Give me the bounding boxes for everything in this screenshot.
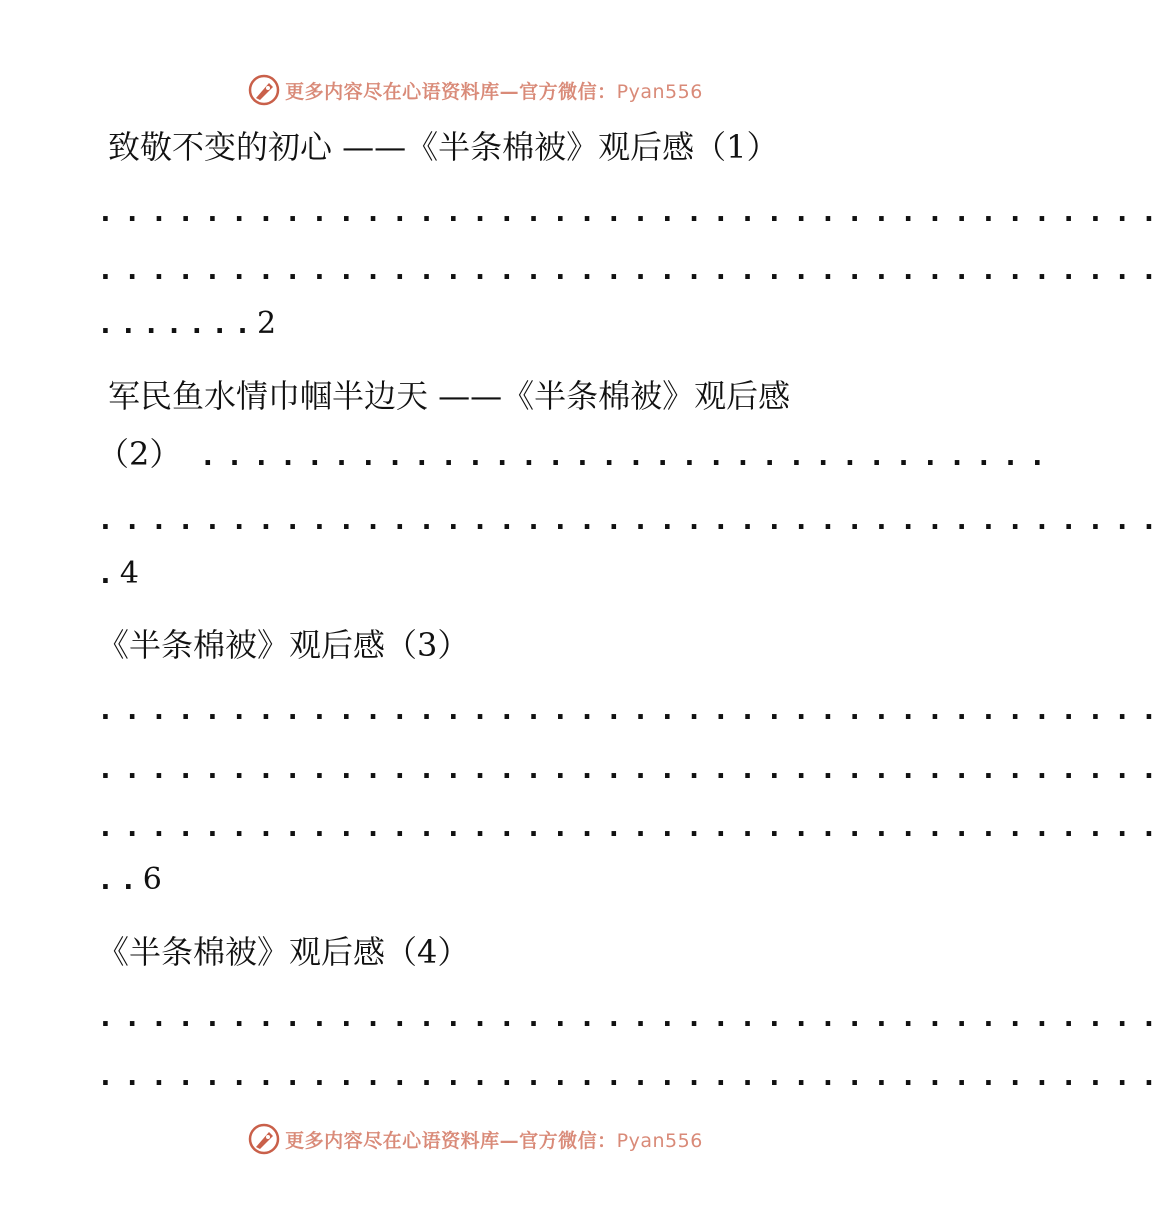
toc-leader-dots: ........................................ xyxy=(97,752,1167,785)
toc-entry-title[interactable]: 《半条棉被》观后感（4） xyxy=(97,933,470,971)
toc-leader-dots: ........................................ xyxy=(97,1059,1167,1092)
banner-text: 更多内容尽在心语资料库—官方微信：Pyan556 xyxy=(285,1129,703,1152)
toc-leader-dots: ................................ xyxy=(199,439,1056,472)
toc-page-number[interactable]: 2 xyxy=(257,306,277,341)
toc-leader-dots: ........................................ xyxy=(97,503,1167,536)
toc-entry-tail xyxy=(97,552,842,594)
banner-text: 更多内容尽在心语资料库—官方微信：Pyan556 xyxy=(285,80,703,103)
toc-leader-dots: ........................................ xyxy=(97,253,1167,286)
toc-leader-dots: ........................................ xyxy=(97,1000,1167,1033)
toc-leader-dots: ....... xyxy=(97,307,258,340)
banner-wechat-id: Pyan556 xyxy=(616,80,703,103)
toc-leader-dots: .. xyxy=(97,863,143,896)
footer-banner xyxy=(0,1119,950,1159)
pen-logo-icon xyxy=(247,73,281,107)
toc-entry-title-cont[interactable]: （2） xyxy=(97,435,182,473)
toc-leader-dots: ........................................ xyxy=(97,693,1167,726)
toc-entry-title[interactable]: 致敬不变的初心 ——《半条棉被》观后感（1） xyxy=(108,128,779,166)
toc-leader-dots: . xyxy=(97,557,120,590)
toc-entry-continuation xyxy=(97,434,1056,476)
toc-page-number[interactable]: 4 xyxy=(119,556,139,591)
banner-wechat-id: Pyan556 xyxy=(616,1129,703,1152)
toc-entry-title[interactable]: 《半条棉被》观后感（3） xyxy=(97,626,470,664)
pen-logo-icon xyxy=(247,1122,281,1156)
toc-page-number[interactable]: 6 xyxy=(142,862,162,897)
toc-entry-title[interactable]: 军民鱼水情巾帼半边天 ——《半条棉被》观后感 xyxy=(108,377,791,415)
toc-leader-dots: ........................................ xyxy=(97,810,1167,843)
toc-leader-dots: ........................................ xyxy=(97,195,1167,228)
header-banner xyxy=(0,70,950,110)
toc-entry-tail xyxy=(97,858,842,900)
toc-entry-tail xyxy=(97,302,842,344)
